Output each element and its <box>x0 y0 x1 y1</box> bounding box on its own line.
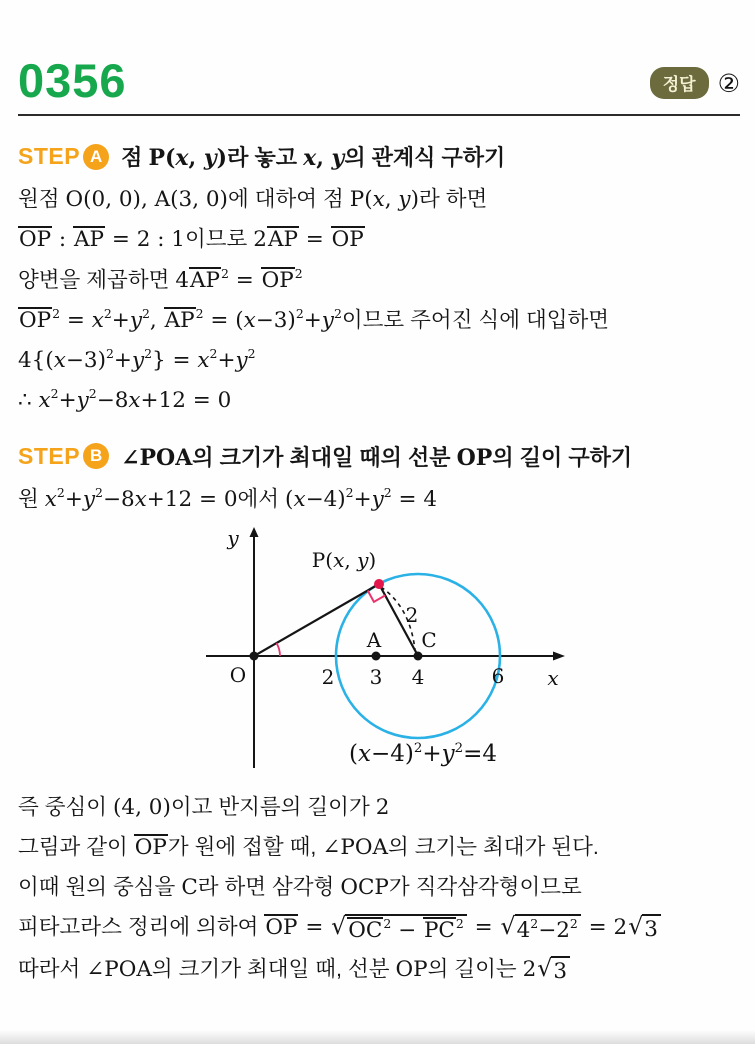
text-run: + <box>58 387 77 413</box>
text-run: 2 <box>50 385 59 401</box>
step-b-body-before-figure <box>18 484 740 515</box>
text-run: y <box>203 145 217 172</box>
text-run: −8 <box>96 387 129 413</box>
text-run: y <box>76 387 89 413</box>
text-run: 2 <box>95 484 103 500</box>
text-run: ) <box>410 187 419 213</box>
text-run: 2 <box>333 305 342 321</box>
sqrt-expression <box>537 956 570 986</box>
text-run: 2 <box>530 916 539 932</box>
text-run: =4 <box>463 741 498 767</box>
text-run: = 2 : 1 <box>105 227 185 253</box>
radicand <box>345 914 467 945</box>
text-run: 의 크기는 최대가 된다. <box>388 835 599 860</box>
text-run: y <box>371 486 384 512</box>
tick-label-4: 4 <box>411 665 425 689</box>
text-run: ) <box>368 548 377 572</box>
text-run: AP <box>164 307 195 333</box>
sqrt-expression <box>331 914 467 945</box>
text-run: AP <box>190 267 221 293</box>
text-run: 따라서 <box>18 957 87 982</box>
text-run: , <box>344 548 358 572</box>
text-run: 피타고라스 정리에 의하여 <box>18 915 265 940</box>
text-run: 2 <box>103 305 112 321</box>
problem-number: 0356 <box>18 54 127 107</box>
text-run: 4 <box>516 918 531 944</box>
text-run: OP <box>19 227 52 253</box>
radicand <box>551 956 570 986</box>
solution-line <box>18 484 740 515</box>
point-a-label: A <box>366 628 382 652</box>
text-run: 2 <box>454 741 464 756</box>
text-run: 가 직각삼각형이므로 <box>388 875 582 900</box>
solution-line <box>18 224 740 255</box>
header-divider <box>18 114 740 116</box>
solution-line <box>18 954 740 986</box>
text-run: x <box>303 145 317 172</box>
solution-line <box>18 305 740 336</box>
text-run: y <box>82 486 95 512</box>
text-run: P( <box>311 548 334 572</box>
text-run: 2 <box>209 345 218 361</box>
text-run: 4{( <box>18 347 54 373</box>
radical-icon: √ <box>537 954 553 983</box>
text-run: ∠POA <box>322 835 389 861</box>
text-run: 2 <box>195 305 204 321</box>
step-word: STEP <box>18 143 81 170</box>
text-run: 라 하면 삼각형 <box>197 875 341 900</box>
answer-area <box>650 67 740 105</box>
text-run: O(0, 0), A(3, 0) <box>65 187 228 213</box>
radical-icon: √ <box>331 912 347 941</box>
text-run: y <box>441 741 455 767</box>
x-axis-arrow-icon <box>553 652 565 661</box>
text-run: x <box>175 145 189 172</box>
text-run: 그림과 같이 <box>18 835 134 860</box>
step-a-body <box>18 184 740 416</box>
text-run: OCP <box>340 875 389 901</box>
y-axis-label: y <box>227 526 239 550</box>
tick-label-3: 3 <box>369 665 383 689</box>
text-run: ∠POA <box>121 444 193 471</box>
radical-icon: √ <box>500 912 516 941</box>
step-b-title <box>121 441 632 472</box>
text-run: , <box>149 307 164 333</box>
text-run: 이때 원의 중심을 <box>18 875 182 900</box>
tangent-line-op <box>254 584 382 656</box>
text-run: 2 <box>295 305 304 321</box>
text-run: −4) <box>305 486 346 512</box>
point-a-dot <box>372 652 381 661</box>
text-run: 2 <box>253 227 267 253</box>
angle-arc-icon <box>277 643 281 656</box>
point-o-dot <box>250 652 259 661</box>
text-run: 2 <box>345 484 354 500</box>
text-run: y <box>331 145 345 172</box>
point-c-dot <box>414 652 423 661</box>
text-run: = 4 <box>391 486 438 512</box>
text-run: + <box>353 486 372 512</box>
text-run: OP <box>331 227 364 253</box>
text-run: = <box>60 307 92 333</box>
text-run: y <box>321 307 334 333</box>
solution-line <box>18 872 740 903</box>
text-run: 에 대하여 점 <box>227 187 350 212</box>
sqrt-expression <box>628 914 661 944</box>
text-run: 2 <box>88 385 97 401</box>
text-run: 2 <box>383 916 392 932</box>
text-run: x <box>128 387 141 413</box>
text-run: 에서 <box>237 486 286 511</box>
point-c-label: C <box>421 628 437 652</box>
text-run: −3) <box>255 307 296 333</box>
text-run: 2 <box>221 265 229 281</box>
x-axis-label: x <box>547 666 559 690</box>
text-run: 의 길이는 <box>427 957 523 982</box>
tick-label-2: 2 <box>321 665 335 689</box>
point-p-dot <box>374 579 384 589</box>
text-run: , <box>188 145 204 172</box>
text-run: y <box>131 347 145 373</box>
text-run: + <box>64 486 83 512</box>
text-run: 4 <box>175 267 190 293</box>
text-run: + <box>422 741 442 767</box>
text-run: PC <box>423 918 455 944</box>
solution-line <box>18 792 740 823</box>
origin-label: O <box>229 663 247 687</box>
text-run: 가 원에 접할 때, <box>167 835 323 860</box>
text-run: 2 <box>383 484 392 500</box>
text-run: y <box>129 307 142 333</box>
text-run: : <box>52 227 74 253</box>
text-run: 의 크기가 최대일 때의 선분 <box>192 444 457 470</box>
text-run: OC <box>348 918 383 944</box>
text-run: OP <box>456 444 493 471</box>
text-run: ∠POA <box>86 957 152 983</box>
text-run: y <box>357 548 369 572</box>
step-a-badge-icon: A <box>83 144 109 170</box>
text-run: 이므로 <box>184 227 254 252</box>
text-run: 의 크기가 최대일 때, 선분 <box>151 957 396 982</box>
text-run: +12 = 0 <box>146 486 238 512</box>
text-run: = 2 <box>581 915 628 941</box>
step-b-badge-icon: B <box>83 443 109 469</box>
radicand <box>642 914 661 944</box>
text-run: x <box>38 387 51 413</box>
text-run: 2 <box>105 345 114 361</box>
text-run: 3 <box>644 917 658 943</box>
text-run: 라 놓고 <box>227 145 304 171</box>
page-bottom-shadow <box>0 1030 755 1044</box>
text-run: +12 = 0 <box>140 387 232 413</box>
solution-line <box>18 345 740 376</box>
answer-number: ② <box>717 68 740 98</box>
text-run: ( <box>285 486 294 512</box>
text-run: 2 <box>141 305 150 321</box>
step-b-heading <box>18 441 740 472</box>
text-run: 2 <box>56 484 65 500</box>
solution-line <box>18 832 740 863</box>
point-p-label <box>312 548 376 572</box>
text-run: + <box>113 347 132 373</box>
text-run: 즉 중심이 <box>18 795 114 819</box>
text-run: 2 <box>522 957 537 983</box>
text-run: x <box>243 307 256 333</box>
y-axis-arrow-icon <box>250 527 259 537</box>
text-run: 2 <box>294 265 303 281</box>
text-run: (4, 0) <box>113 795 171 820</box>
text-run: 2 <box>52 305 61 321</box>
text-run: ∴ <box>18 387 39 413</box>
text-run: x <box>197 347 210 373</box>
text-run: AP <box>267 227 298 253</box>
step-word: STEP <box>18 442 81 469</box>
text-run: } = <box>152 347 198 373</box>
text-run: 양변을 제곱하면 <box>18 267 176 292</box>
text-run: = <box>298 915 331 941</box>
step-a-title <box>121 141 505 172</box>
coordinate-diagram <box>181 524 601 784</box>
text-run: x <box>53 347 66 373</box>
solution-line <box>18 265 740 296</box>
text-run: − <box>391 918 423 944</box>
text-run: 의 길이 구하기 <box>492 444 633 470</box>
text-run: y <box>398 187 411 213</box>
answer-badge: 정답 <box>650 67 709 99</box>
text-run: P( <box>148 145 176 172</box>
text-run: 2 <box>144 345 153 361</box>
text-run: + <box>217 347 236 373</box>
text-run: OP <box>19 307 52 333</box>
text-run: C <box>181 875 198 901</box>
text-run: 3 <box>553 959 568 985</box>
tick-label-6: 6 <box>491 664 505 688</box>
text-run: 2 <box>247 345 256 361</box>
page-header <box>18 56 740 105</box>
solution-line <box>18 184 740 215</box>
text-run: −4) <box>370 741 414 767</box>
radical-icon: √ <box>628 912 644 941</box>
text-run: x <box>91 307 104 333</box>
radicand <box>515 914 581 945</box>
text-run: 원 <box>18 486 45 511</box>
solution-line <box>18 385 740 416</box>
solution-line <box>18 912 740 945</box>
text-run: = <box>298 227 331 253</box>
text-run: x <box>357 741 371 767</box>
text-run: x <box>134 486 147 512</box>
text-run: = ( <box>203 307 244 333</box>
text-run: 원점 <box>18 187 66 212</box>
text-run: x <box>44 486 57 512</box>
text-run: 점 <box>121 145 149 171</box>
text-run: 2 <box>455 916 464 932</box>
text-run: y <box>235 347 248 373</box>
text-run: = <box>228 267 261 293</box>
text-run: OP <box>265 915 298 941</box>
text-run: 이고 반지름의 길이가 <box>170 795 376 819</box>
text-run: ( <box>348 741 358 767</box>
text-run: 2 <box>569 916 578 932</box>
text-run: 2 <box>375 795 390 820</box>
text-run: −3) <box>65 347 106 373</box>
text-run: ) <box>216 145 228 172</box>
text-run: 이므로 주어진 식에 대입하면 <box>341 307 610 332</box>
text-run: x <box>333 548 345 572</box>
text-run: 라 하면 <box>418 187 488 212</box>
text-run: −8 <box>102 486 135 512</box>
text-run: x <box>293 486 306 512</box>
text-run: −2 <box>538 918 570 944</box>
text-run: P( <box>349 187 373 213</box>
step-b-body-after-figure <box>18 792 740 986</box>
text-run: = <box>467 915 500 941</box>
sqrt-expression <box>501 914 581 945</box>
text-run: , <box>384 187 399 213</box>
text-run: 2 <box>413 741 423 756</box>
radius-length-label: 2 <box>405 603 419 627</box>
text-run: OP <box>261 267 294 293</box>
text-run: OP <box>134 835 167 861</box>
text-run: x <box>372 187 385 213</box>
text-run: , <box>316 145 332 172</box>
text-run: + <box>303 307 322 333</box>
step-a-heading <box>18 141 740 172</box>
text-run: 의 관계식 구하기 <box>344 145 506 171</box>
text-run: OP <box>395 957 428 983</box>
text-run: + <box>111 307 130 333</box>
text-run: AP <box>74 227 105 253</box>
circle-equation-label <box>349 741 497 767</box>
